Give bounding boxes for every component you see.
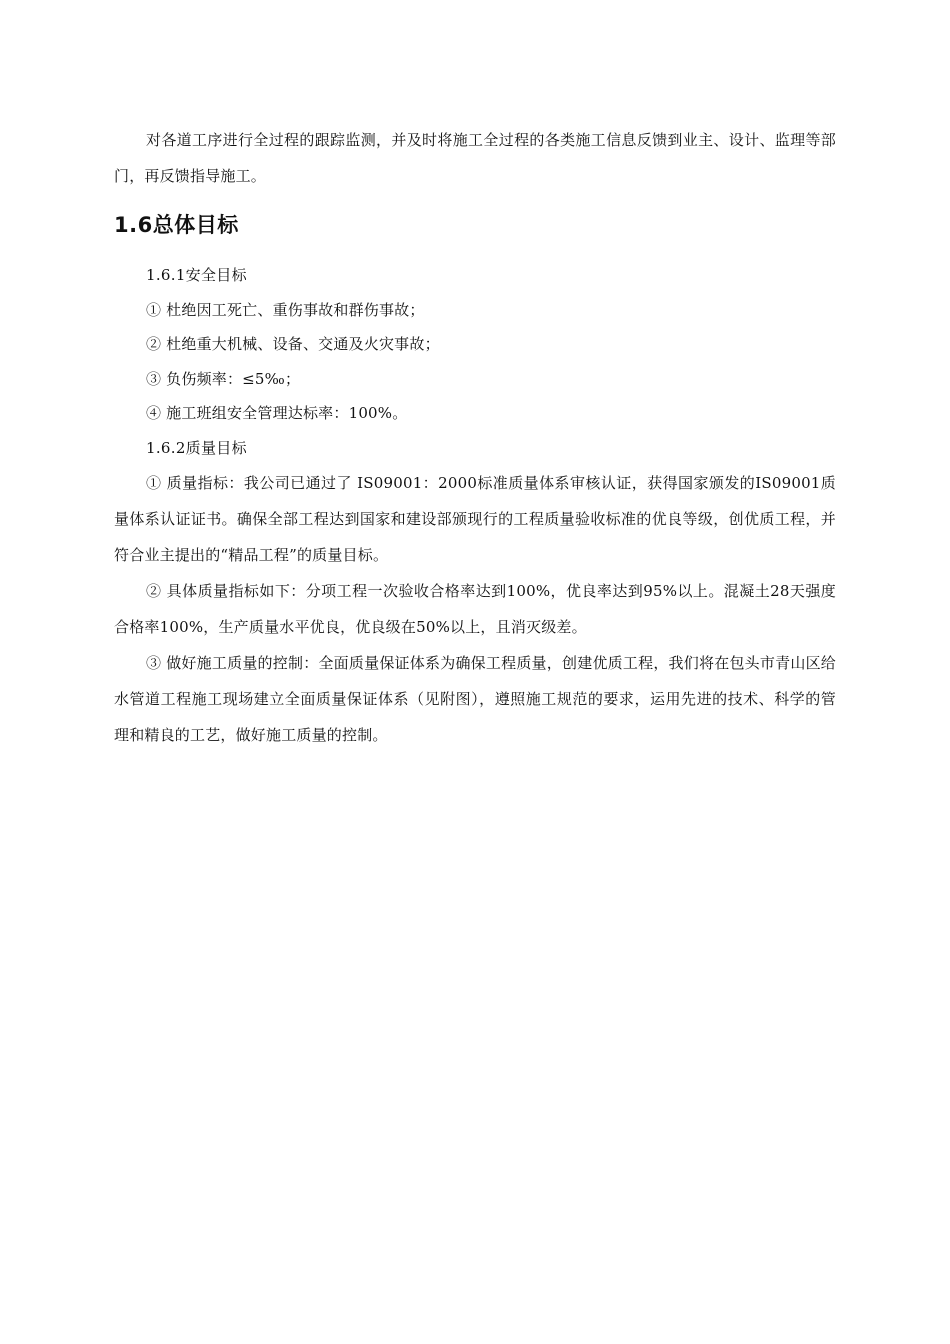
safety-goal-item: ④ 施工班组安全管理达标率：100%。 <box>146 404 408 422</box>
quality-goal-paragraph: ② 具体质量指标如下：分项工程一次验收合格率达到100%，优良率达到95%以上。混凝土28天强度合格率100%，生产质量水平优良，优良级在50%以上，且消灭级差。 <box>114 582 836 636</box>
safety-goal-item: ① 杜绝因工死亡、重伤事故和群伤事故； <box>146 300 425 319</box>
page-content <box>114 122 836 753</box>
intro-paragraph: 对各道工序进行全过程的跟踪监测，并及时将施工全过程的各类施工信息反馈到业主、设计、监理等部门，再反馈指导施工。 <box>114 131 836 185</box>
safety-goal-item: ③ 负伤频率：≤5‰； <box>146 369 301 388</box>
section-heading: 1.6总体目标 <box>114 213 239 237</box>
safety-goal-title: 1.6.1安全目标 <box>146 266 247 284</box>
safety-goal-item: ② 杜绝重大机械、设备、交通及火灾事故； <box>146 335 440 353</box>
quality-goal-paragraph: ③ 做好施工质量的控制：全面质量保证体系为确保工程质量，创建优质工程，我们将在包头市青山区给水管道工程施工现场建立全面质量保证体系（见附图），遵照施工规范的要求，运用先进的技术、科学的管理和精良的工艺，做好施工质量的控制。 <box>114 654 836 744</box>
quality-goal-paragraph: ① 质量指标：我公司已通过了 IS09001：2000标准质量体系审核认证，获得国家颁发的IS09001质量体系认证证书。确保全部工程达到国家和建设部颁现行的工程质量验收标准的优良等级，创优质工程，并符合业主提出的“精品工程”的质量目标。 <box>114 474 836 564</box>
quality-goal-title: 1.6.2质量目标 <box>146 438 247 457</box>
